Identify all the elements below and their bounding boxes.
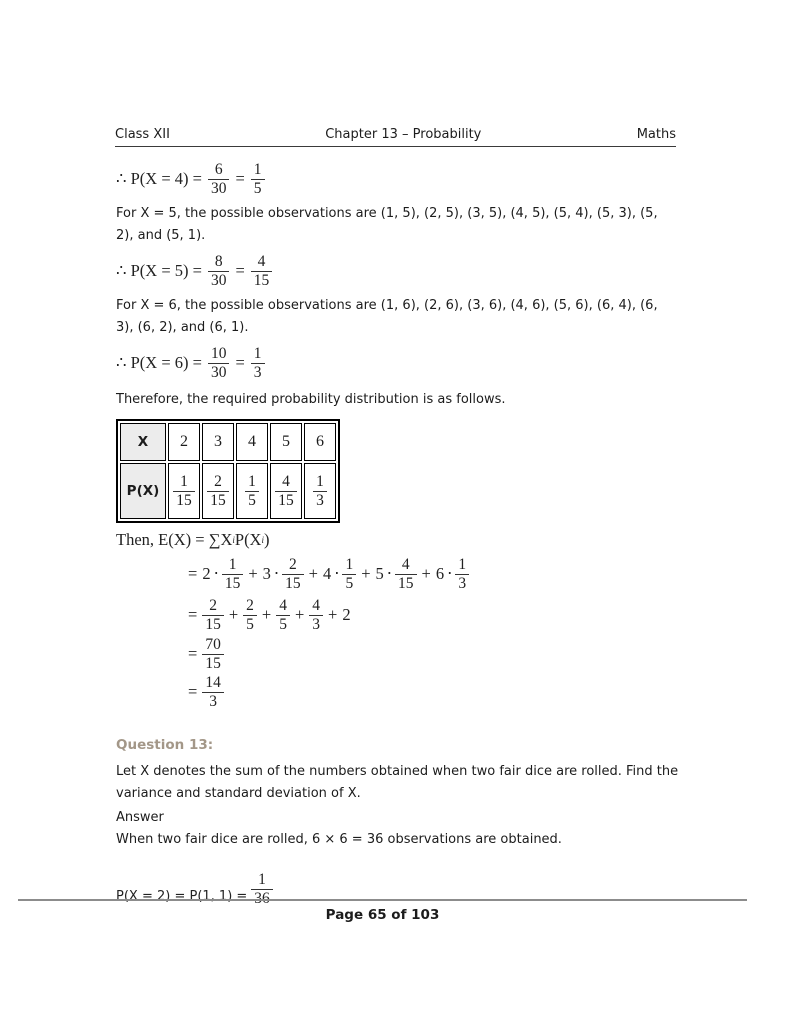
fraction: $\frac{4}{3}$: [309, 597, 323, 633]
table-cell: 2: [168, 423, 200, 461]
table-cell: [236, 463, 268, 519]
header-divider: [115, 146, 676, 147]
table-header-px: P(X): [120, 463, 166, 519]
paragraph-x5: For X = 5, the possible observations are (1, 5), (2, 5), (3, 5), (4, 5), (5, 4), (5, 3), (5, 2), and (5, 1).: [116, 206, 658, 243]
fraction: $\frac{1}{36}$: [251, 871, 273, 907]
equation-lead: ∴ P(X = 5) =: [116, 261, 202, 280]
page-content: [0, 157, 791, 909]
fraction: $\frac{1}{3}$: [455, 556, 469, 592]
question-13-heading: Question 13:: [116, 737, 214, 753]
table-cell: [270, 463, 302, 519]
page-number: Page 65 of 103: [325, 907, 440, 923]
fraction: $\frac{4}{15}$: [251, 253, 273, 289]
expectation-definition: Then, E(X) = ∑X i P(X i ): [116, 530, 270, 549]
equation-p-x6: ∴ P(X = 6) = $\frac{10}{30}$ = $\frac{1}{3}$: [116, 341, 681, 385]
question-13-text: Let X denotes the sum of the numbers obtained when two fair dice are rolled. Find the variance and standard deviation of X.: [116, 764, 679, 801]
expectation-line-2: = $\frac{2}{15}$ + $\frac{2}{5}$ + $\frac{4}{5}$ + $\frac{4}{3}$ + 2: [188, 597, 351, 633]
fraction: $\frac{1}{3}$: [251, 345, 265, 381]
expectation-line-3: = $\frac{70}{15}$: [188, 635, 681, 673]
equation-p-x4: ∴ P(X = 4) = $\frac{6}{30}$ = $\frac{1}{5}$: [116, 157, 681, 201]
equation-lead: P(X = 2) = P(1, 1) =: [116, 889, 248, 904]
table-cell: 6: [304, 423, 336, 461]
equation-p-x5: ∴ P(X = 5) = $\frac{8}{30}$ = $\frac{4}{15}$: [116, 249, 681, 293]
fraction: $\frac{4}{15}$: [275, 473, 297, 509]
table-cell: 4: [236, 423, 268, 461]
fraction: $\frac{2}{15}$: [202, 597, 224, 633]
fraction: $\frac{1}{5}$: [342, 556, 356, 592]
fraction: $\frac{1}{5}$: [251, 161, 265, 197]
table-cell: [168, 463, 200, 519]
table-cell: [304, 463, 336, 519]
answer-intro-text: When two fair dice are rolled, 6 × 6 = 36 observations are obtained.: [116, 832, 562, 847]
table-cell: 5: [270, 423, 302, 461]
page-footer: [18, 899, 747, 923]
fraction: $\frac{4}{15}$: [395, 556, 417, 592]
header-chapter: Chapter 13 – Probability: [325, 127, 482, 142]
header-class: Class XII: [115, 127, 170, 142]
table-header-x: X: [120, 423, 166, 461]
fraction: $\frac{4}{5}$: [276, 597, 290, 633]
therefore-text: Therefore, the required probability distribution is as follows.: [116, 392, 506, 407]
fraction: $\frac{2}{15}$: [207, 473, 229, 509]
fraction: $\frac{1}{3}$: [313, 473, 327, 509]
expectation-line-1: = 2 ⋅ $\frac{1}{15}$ + 3 ⋅ $\frac{2}{15}$ + 4 ⋅ $\frac{1}{5}$ + 5 ⋅ $\frac{4}{15}$ + 6 ⋅ $\frac{1}{3}$: [188, 553, 681, 595]
fraction: $\frac{1}{5}$: [245, 473, 259, 509]
fraction: $\frac{14}{3}$: [202, 674, 224, 710]
expectation-line-4: = $\frac{14}{3}$: [188, 673, 681, 711]
probability-distribution-table: [116, 419, 340, 523]
page-header: [0, 0, 791, 147]
table-cell: [202, 463, 234, 519]
fraction: $\frac{8}{30}$: [208, 253, 230, 289]
fraction: $\frac{2}{15}$: [282, 556, 304, 592]
fraction: $\frac{1}{15}$: [173, 473, 195, 509]
fraction: $\frac{10}{30}$: [208, 345, 230, 381]
fraction: $\frac{2}{5}$: [243, 597, 257, 633]
header-subject: Maths: [636, 127, 676, 142]
table-cell: 3: [202, 423, 234, 461]
paragraph-x6: For X = 6, the possible observations are (1, 6), (2, 6), (3, 6), (4, 6), (5, 6), (6, 4), (6, 3), (6, 2), and (6, 1).: [116, 298, 658, 335]
answer-label: Answer: [116, 810, 164, 825]
equation-lead: ∴ P(X = 4) =: [116, 169, 202, 188]
fraction: $\frac{6}{30}$: [208, 161, 230, 197]
fraction: $\frac{1}{15}$: [222, 556, 244, 592]
equation-lead: ∴ P(X = 6) =: [116, 353, 202, 372]
fraction: $\frac{70}{15}$: [202, 636, 224, 672]
